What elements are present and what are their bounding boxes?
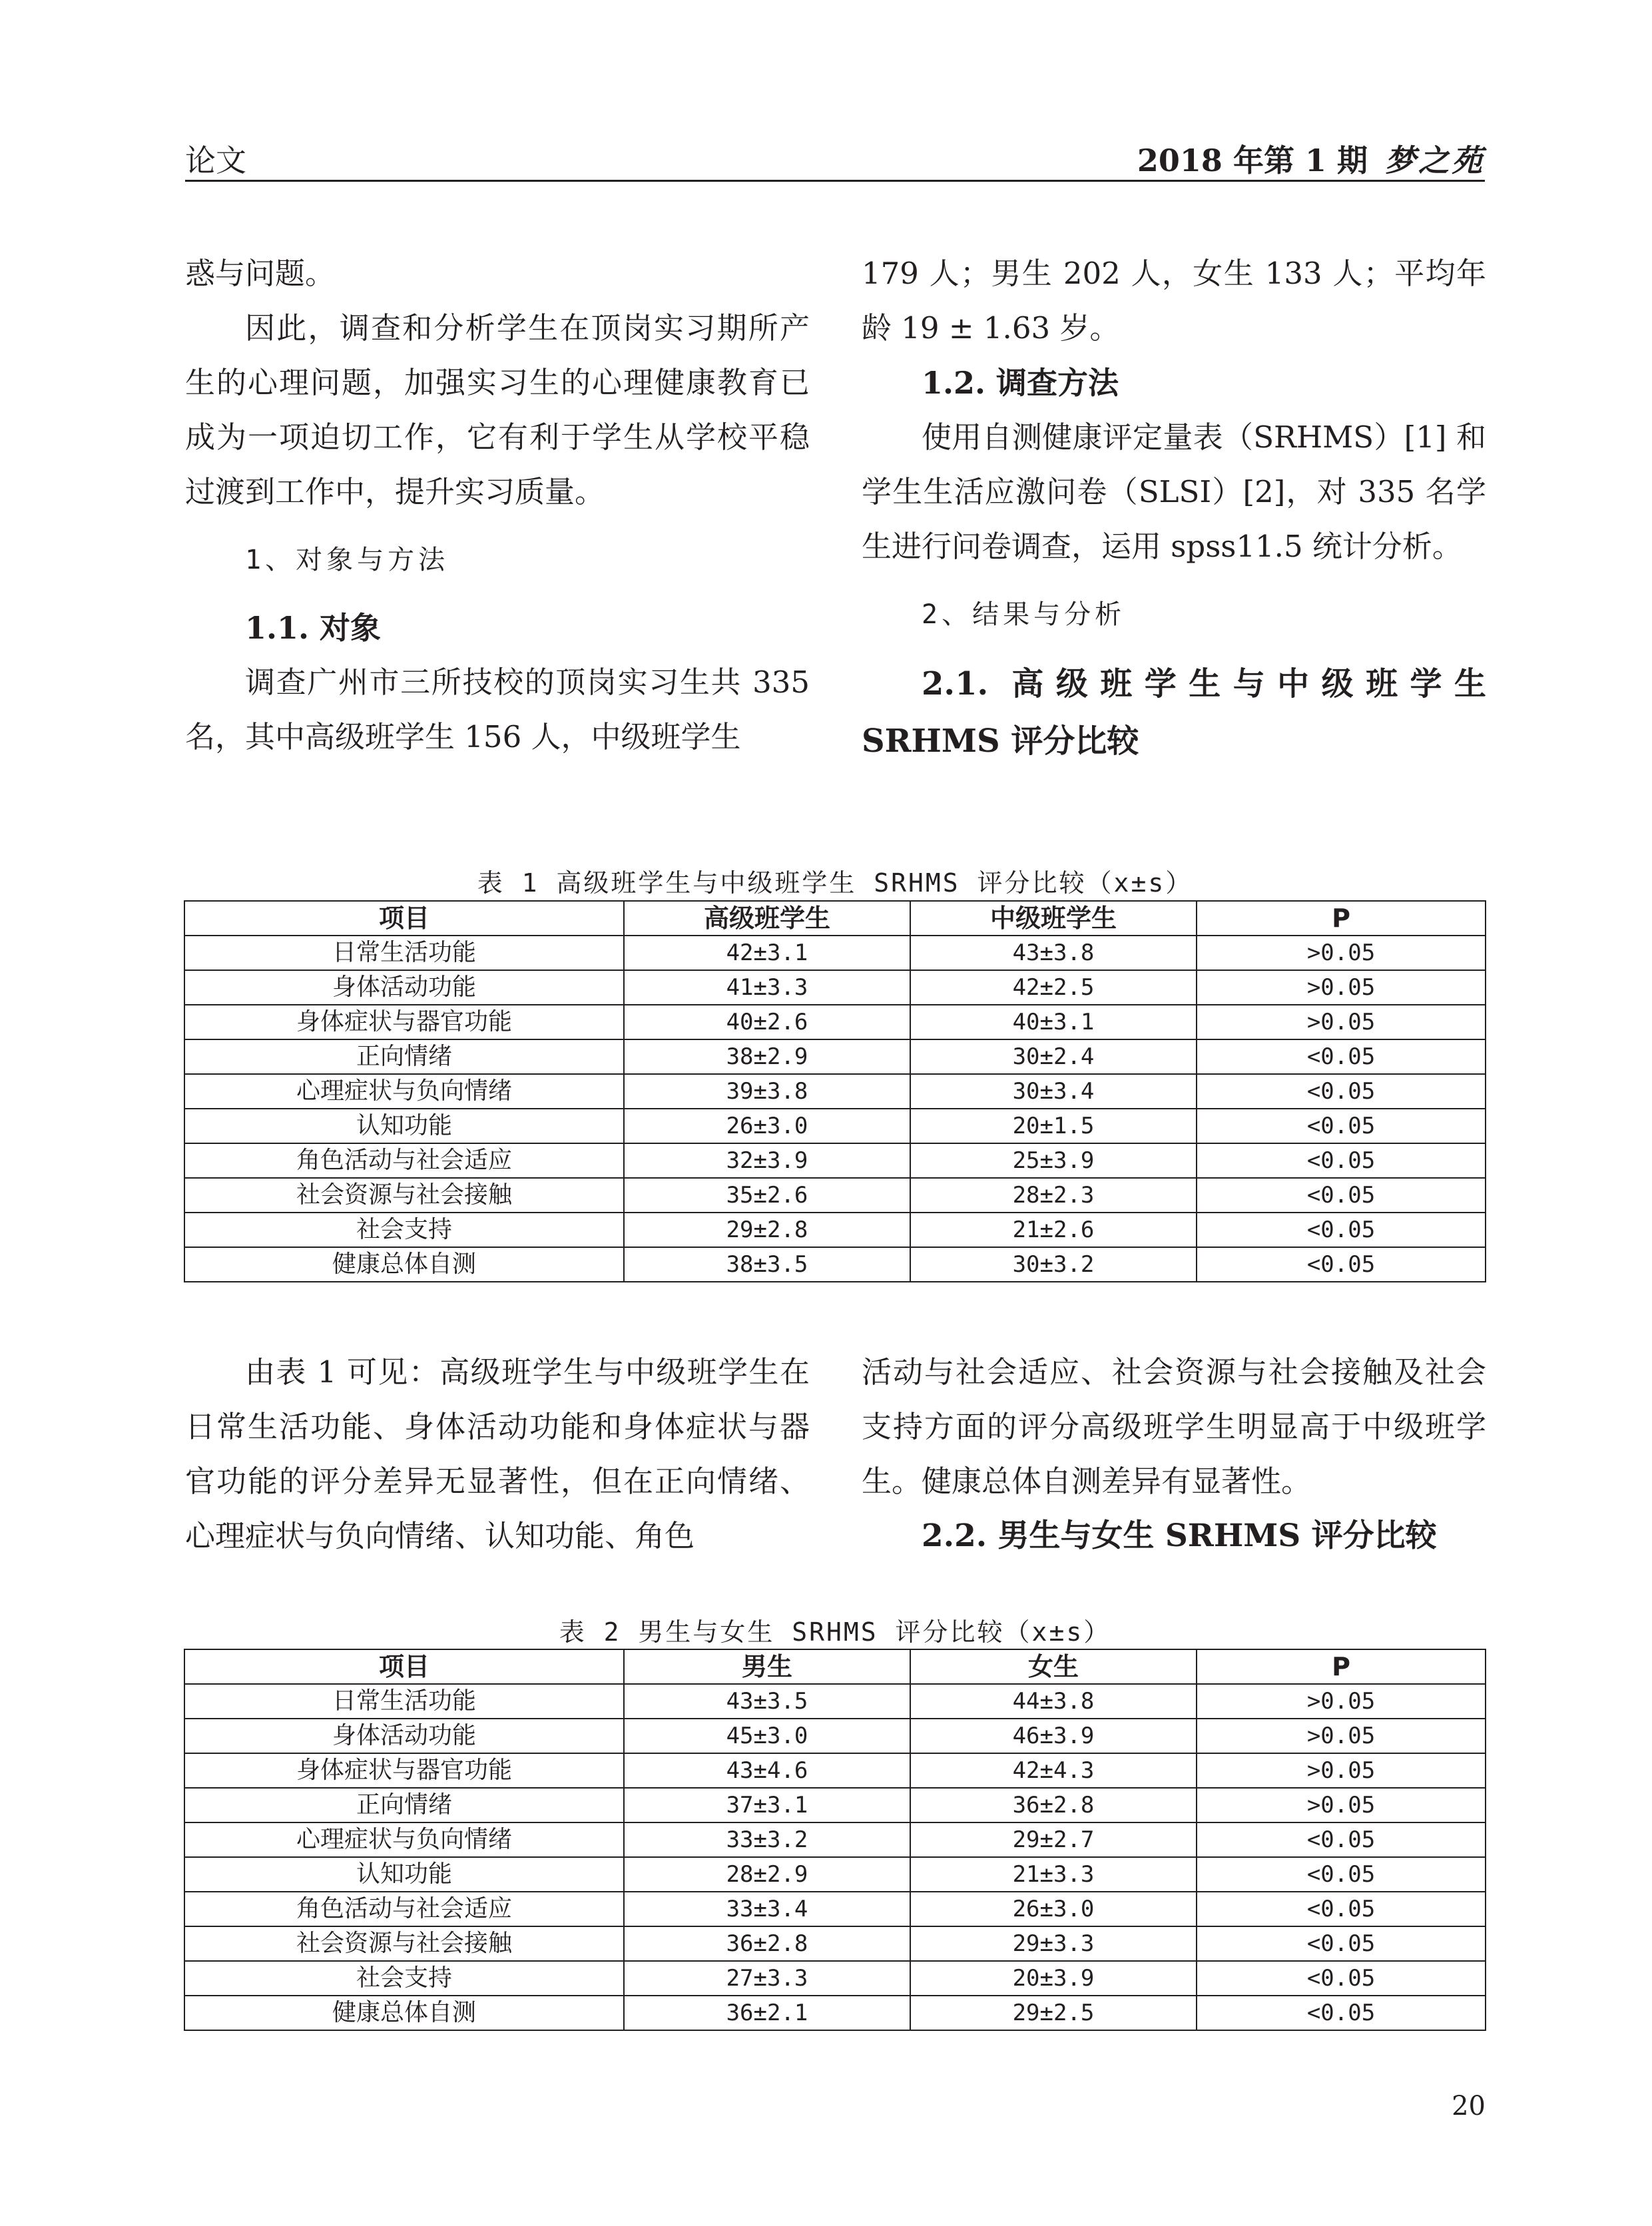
value-cell: 33±3.2 xyxy=(624,1822,910,1857)
row-label-cell: 社会资源与社会接触 xyxy=(184,1926,624,1961)
row-label-cell: 角色活动与社会适应 xyxy=(184,1892,624,1926)
column-header: P xyxy=(1197,1649,1486,1684)
table-row xyxy=(184,1753,1486,1788)
column-header: 中级班学生 xyxy=(910,901,1197,936)
row-label-cell: 认知功能 xyxy=(184,1109,624,1143)
value-cell: 43±3.5 xyxy=(624,1684,910,1719)
value-cell: 38±3.5 xyxy=(624,1247,910,1282)
row-label-cell: 身体症状与器官功能 xyxy=(184,1005,624,1039)
table2 xyxy=(184,1649,1486,2031)
value-cell: <0.05 xyxy=(1197,1857,1486,1892)
row-label-cell: 社会支持 xyxy=(184,1213,624,1247)
value-cell: 42±2.5 xyxy=(910,970,1197,1005)
row-label-cell: 认知功能 xyxy=(184,1857,624,1892)
value-cell: 25±3.9 xyxy=(910,1143,1197,1178)
value-cell: <0.05 xyxy=(1197,1039,1486,1074)
value-cell: >0.05 xyxy=(1197,1753,1486,1788)
table-row xyxy=(184,970,1486,1005)
table-row xyxy=(184,1109,1486,1143)
value-cell: 36±2.8 xyxy=(910,1788,1197,1822)
value-cell: 29±3.3 xyxy=(910,1926,1197,1961)
value-cell: 28±2.9 xyxy=(624,1857,910,1892)
column-header: P xyxy=(1197,901,1486,936)
table-row xyxy=(184,1039,1486,1074)
header-journal-info xyxy=(1137,137,1485,180)
row-label-cell: 心理症状与负向情绪 xyxy=(184,1074,624,1109)
value-cell: 42±3.1 xyxy=(624,936,910,970)
column-header: 男生 xyxy=(624,1649,910,1684)
row-label-cell: 社会资源与社会接触 xyxy=(184,1178,624,1213)
value-cell: 40±2.6 xyxy=(624,1005,910,1039)
table-row xyxy=(184,1822,1486,1857)
value-cell: 26±3.0 xyxy=(624,1109,910,1143)
table-row xyxy=(184,1213,1486,1247)
table-row xyxy=(184,1074,1486,1109)
section-heading: 1、对象与方法 xyxy=(245,545,449,575)
left-column xyxy=(185,246,810,764)
paragraph: 惑与问题。 xyxy=(185,256,336,291)
value-cell: <0.05 xyxy=(1197,1109,1486,1143)
value-cell: 29±2.8 xyxy=(624,1213,910,1247)
row-label-cell: 正向情绪 xyxy=(184,1039,624,1074)
table1-caption: 表 1 高级班学生与中级班学生 SRHMS 评分比较（x±s） xyxy=(477,868,1193,898)
value-cell: 36±2.1 xyxy=(624,1996,910,2030)
value-cell: 39±3.8 xyxy=(624,1074,910,1109)
value-cell: 37±3.1 xyxy=(624,1788,910,1822)
column-header: 高级班学生 xyxy=(624,901,910,936)
row-label-cell: 身体活动功能 xyxy=(184,1719,624,1753)
value-cell: 38±2.9 xyxy=(624,1039,910,1074)
value-cell: <0.05 xyxy=(1197,1892,1486,1926)
column-header: 项目 xyxy=(184,901,624,936)
table1 xyxy=(184,900,1486,1282)
value-cell: >0.05 xyxy=(1197,1719,1486,1753)
value-cell: 43±4.6 xyxy=(624,1753,910,1788)
row-label-cell: 社会支持 xyxy=(184,1961,624,1996)
running-header xyxy=(185,130,1485,183)
column-header: 项目 xyxy=(184,1649,624,1684)
table-row xyxy=(184,1247,1486,1282)
value-cell: <0.05 xyxy=(1197,1996,1486,2030)
row-label-cell: 身体症状与器官功能 xyxy=(184,1753,624,1788)
value-cell: 21±3.3 xyxy=(910,1857,1197,1892)
value-cell: >0.05 xyxy=(1197,970,1486,1005)
value-cell: 33±3.4 xyxy=(624,1892,910,1926)
table-row xyxy=(184,1005,1486,1039)
value-cell: 36±2.8 xyxy=(624,1926,910,1961)
value-cell: 20±1.5 xyxy=(910,1109,1197,1143)
table2-body xyxy=(184,1684,1486,2030)
subsection-heading: 1.1. 对象 xyxy=(245,610,382,646)
value-cell: 32±3.9 xyxy=(624,1143,910,1178)
value-cell: 46±3.9 xyxy=(910,1719,1197,1753)
value-cell: >0.05 xyxy=(1197,1684,1486,1719)
value-cell: 30±2.4 xyxy=(910,1039,1197,1074)
value-cell: <0.05 xyxy=(1197,1926,1486,1961)
paragraph: 179 人；男生 202 人，女生 133 人；平均年龄 19 ± 1.63 岁。 xyxy=(862,256,1486,346)
value-cell: 29±2.5 xyxy=(910,1996,1197,2030)
value-cell: <0.05 xyxy=(1197,1178,1486,1213)
value-cell: 43±3.8 xyxy=(910,936,1197,970)
row-label-cell: 健康总体自测 xyxy=(184,1247,624,1282)
table-row xyxy=(184,1892,1486,1926)
header-divider xyxy=(185,180,1485,182)
header-issue: 2018 年第 1 期 xyxy=(1137,142,1368,178)
journal-logo-text: 梦之苑 xyxy=(1385,142,1485,178)
value-cell: 44±3.8 xyxy=(910,1684,1197,1719)
table1-body xyxy=(184,936,1486,1282)
value-cell: 29±2.7 xyxy=(910,1822,1197,1857)
table2-caption: 表 2 男生与女生 SRHMS 评分比较（x±s） xyxy=(559,1617,1111,1647)
table-row xyxy=(184,1178,1486,1213)
value-cell: 40±3.1 xyxy=(910,1005,1197,1039)
value-cell: 45±3.0 xyxy=(624,1719,910,1753)
value-cell: 28±2.3 xyxy=(910,1178,1197,1213)
value-cell: >0.05 xyxy=(1197,936,1486,970)
value-cell: <0.05 xyxy=(1197,1074,1486,1109)
right-column xyxy=(862,246,1486,770)
value-cell: <0.05 xyxy=(1197,1143,1486,1178)
value-cell: 30±3.4 xyxy=(910,1074,1197,1109)
table-row xyxy=(184,1143,1486,1178)
row-label-cell: 正向情绪 xyxy=(184,1788,624,1822)
value-cell: 42±4.3 xyxy=(910,1753,1197,1788)
value-cell: <0.05 xyxy=(1197,1213,1486,1247)
value-cell: >0.05 xyxy=(1197,1005,1486,1039)
left-column-lower xyxy=(185,1345,810,1563)
table-header-row xyxy=(184,901,1486,936)
value-cell: 30±3.2 xyxy=(910,1247,1197,1282)
table-row xyxy=(184,936,1486,970)
row-label-cell: 角色活动与社会适应 xyxy=(184,1143,624,1178)
row-label-cell: 日常生活功能 xyxy=(184,936,624,970)
subsection-heading: 2.1. 高级班学生与中级班学生 SRHMS 评分比较 xyxy=(862,665,1486,760)
section-heading: 2、结果与分析 xyxy=(922,599,1126,630)
table-row xyxy=(184,1857,1486,1892)
paragraph: 使用自测健康评定量表（SRHMS）[1] 和学生生活应激问卷（SLSI）[2]，对 335 名学生进行问卷调查，运用 spss11.5 统计分析。 xyxy=(862,419,1486,564)
value-cell: <0.05 xyxy=(1197,1247,1486,1282)
paragraph: 由表 1 可见：高级班学生与中级班学生在日常生活功能、身体活动功能和身体症状与器官功能的评分差异无显著性，但在正向情绪、心理症状与负向情绪、认知功能、角色 xyxy=(185,1354,810,1553)
paragraph: 因此，调查和分析学生在顶岗实习期所产生的心理问题，加强实习生的心理健康教育已成为一项迫切工作，它有利于学生从学校平稳过渡到工作中，提升实习质量。 xyxy=(185,310,810,509)
value-cell: 26±3.0 xyxy=(910,1892,1197,1926)
right-column-lower xyxy=(862,1345,1486,1563)
value-cell: 21±2.6 xyxy=(910,1213,1197,1247)
row-label-cell: 身体活动功能 xyxy=(184,970,624,1005)
value-cell: 35±2.6 xyxy=(624,1178,910,1213)
value-cell: <0.05 xyxy=(1197,1822,1486,1857)
table-row xyxy=(184,1926,1486,1961)
paragraph: 活动与社会适应、社会资源与社会接触及社会支持方面的评分高级班学生明显高于中级班学生。健康总体自测差异有显著性。 xyxy=(862,1354,1486,1499)
header-section-label: 论文 xyxy=(185,142,246,178)
table-row xyxy=(184,1684,1486,1719)
table-row xyxy=(184,1996,1486,2030)
column-header: 女生 xyxy=(910,1649,1197,1684)
subsection-heading: 1.2. 调查方法 xyxy=(922,365,1119,401)
row-label-cell: 健康总体自测 xyxy=(184,1996,624,2030)
value-cell: 27±3.3 xyxy=(624,1961,910,1996)
paragraph: 调查广州市三所技校的顶岗实习生共 335 名，其中高级班学生 156 人，中级班学生 xyxy=(185,665,810,754)
subsection-heading: 2.2. 男生与女生 SRHMS 评分比较 xyxy=(922,1518,1437,1554)
value-cell: 20±3.9 xyxy=(910,1961,1197,1996)
table-row xyxy=(184,1719,1486,1753)
row-label-cell: 日常生活功能 xyxy=(184,1684,624,1719)
table-row xyxy=(184,1961,1486,1996)
value-cell: <0.05 xyxy=(1197,1961,1486,1996)
value-cell: >0.05 xyxy=(1197,1788,1486,1822)
page-number: 20 xyxy=(1452,2091,1486,2121)
table-header-row xyxy=(184,1649,1486,1684)
row-label-cell: 心理症状与负向情绪 xyxy=(184,1822,624,1857)
value-cell: 41±3.3 xyxy=(624,970,910,1005)
table-row xyxy=(184,1788,1486,1822)
